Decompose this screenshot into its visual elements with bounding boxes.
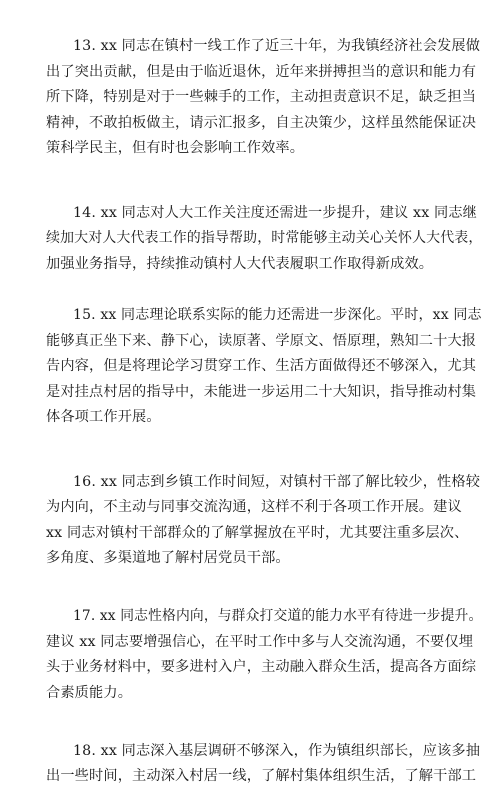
paragraph-line: 16. xx 同志到乡镇工作时间短，对镇村干部了解比较少，性格较 (73, 473, 481, 490)
paragraph-line: xx 同志对镇村干部群众的了解掌握放在平时，尤其要注重多层次、 (46, 524, 469, 541)
paragraph-line: 多角度、多渠道地了解村居党员干部。 (46, 550, 290, 566)
paragraph-line: 能够真正坐下来、静下心，读原著、学原文、悟原理，熟知二十大报 (46, 332, 477, 349)
paragraph-line: 18. xx 同志深入基层调研不够深入，作为镇组织部长，应该多抽 (73, 742, 481, 759)
paragraph-line: 出了突出贡献，但是由于临近退休，近年来拼搏担当的意识和能力有 (46, 63, 477, 80)
paragraph-line: 所下降，特别是对于一些棘手的工作，主动担责意识不足，缺乏担当 (46, 89, 477, 105)
paragraph-line: 17. xx 同志性格内向，与群众打交道的能力水平有待进一步提升。 (73, 608, 483, 624)
paragraph-line: 体各项工作开展。 (46, 409, 161, 425)
paragraph-line: 合素质能力。 (46, 684, 133, 701)
paragraph-line: 是对挂点村居的指导中，未能进一步运用二十大知识，指导推动村集 (46, 383, 477, 400)
paragraph-line: 为内向，不主动与同事交流沟通，这样不利于各项工作开展。建议 (46, 499, 462, 515)
paragraph-line: 告内容，但是将理论学习贯穿工作、生活方面做得还不够深入，尤其 (46, 358, 477, 374)
paragraph-line: 加强业务指导，持续推动镇村人大代表履职工作取得新成效。 (46, 255, 434, 272)
paragraph-line: 建议 xx 同志要增强信心，在平时工作中多与人交流沟通，不要仅埋 (46, 633, 474, 650)
paragraph-line: 15. xx 同志理论联系实际的能力还需进一步深化。平时，xx 同志 (73, 307, 482, 323)
paragraph-line: 头于业务材料中，要多进村入户，主动融入群众生活，提高各方面综 (46, 659, 477, 675)
paragraph-line: 续加大对人大代表工作的指导帮助，时常能够主动关心关怀人大代表， (46, 230, 483, 246)
paragraph-line: 策科学民主，但有时也会影响工作效率。 (46, 140, 305, 156)
paragraph-line: 精神，不敢拍板做主，请示汇报多，自主决策少，这样虽然能保证决 (46, 114, 477, 131)
paragraph-line: 出一些时间，主动深入村居一线，了解村集体组织生活，了解干部工 (46, 768, 477, 784)
paragraph-line: 14. xx 同志对人大工作关注度还需进一步提升，建议 xx 同志继 (73, 204, 478, 221)
paragraph-line: 13. xx 同志在镇村一线工作了近三十年，为我镇经济社会发展做 (73, 38, 481, 54)
